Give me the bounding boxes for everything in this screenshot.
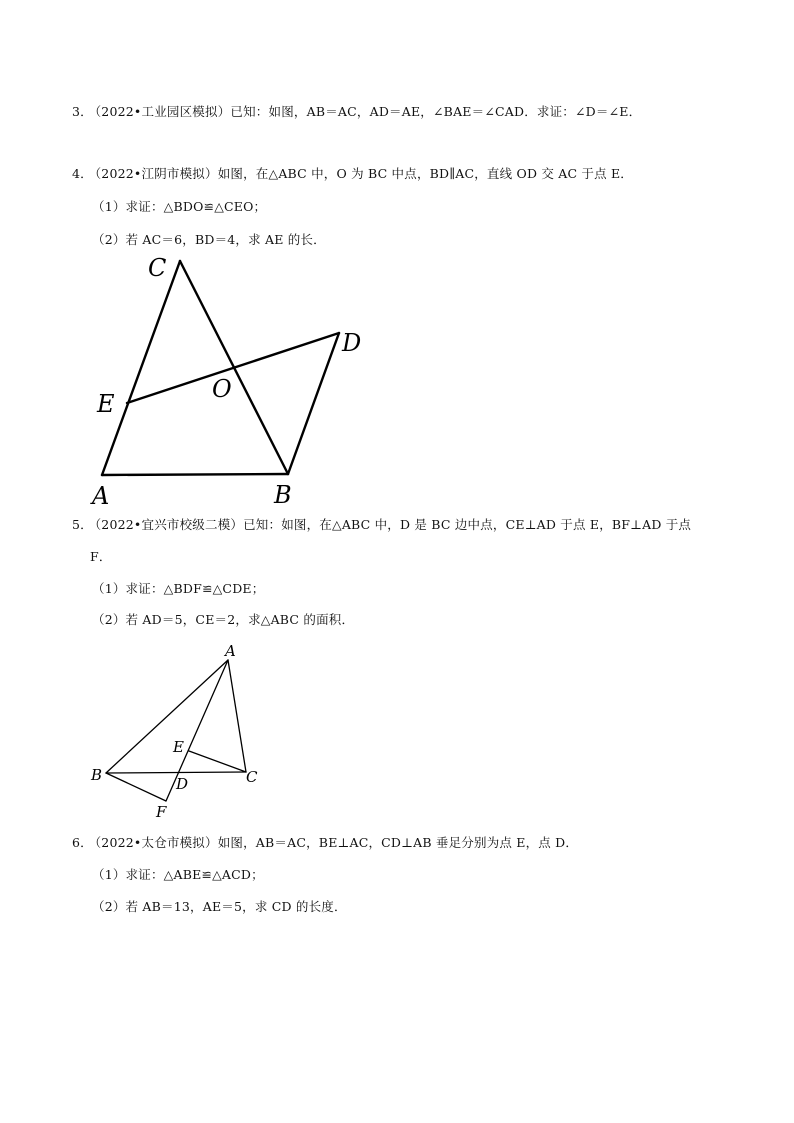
label-b: B bbox=[274, 481, 292, 509]
problem-3-source: （2022•工业园区模拟） bbox=[94, 104, 231, 119]
segment-bc bbox=[106, 772, 246, 773]
label-e: E bbox=[97, 390, 115, 418]
segment-bf bbox=[106, 773, 166, 801]
label-a: A bbox=[92, 482, 110, 510]
label-c: C bbox=[148, 254, 167, 282]
label-a: A bbox=[225, 642, 236, 660]
problem-5-part-2: （2）若 AD＝5，CE＝2，求△ABC 的面积． bbox=[92, 612, 355, 627]
label-c: C bbox=[246, 768, 258, 786]
segment-ab bbox=[106, 660, 228, 773]
segment-ac bbox=[228, 660, 246, 772]
label-e: E bbox=[173, 738, 184, 756]
problem-5-text: 已知：如图，在△ABC 中，D 是 BC 边中点，CE⊥AD 于点 E，BF⊥AD 于点 bbox=[243, 517, 692, 532]
problem-5-number: 5． bbox=[72, 517, 93, 532]
problem-6-part-1: （1）求证：△ABE≌△ACD； bbox=[92, 867, 264, 882]
problem-4-part-1: （1）求证：△BDO≌△CEO； bbox=[92, 199, 267, 214]
problem-3-text: 已知：如图，AB＝AC，AD＝AE，∠BAE＝∠CAD．求证：∠D＝∠E． bbox=[230, 104, 642, 119]
label-d: D bbox=[176, 775, 189, 793]
label-o: O bbox=[212, 375, 232, 403]
problem-4-part-2: （2）若 AC＝6，BD＝4，求 AE 的长． bbox=[92, 232, 326, 247]
problem-6-text: 如图，AB＝AC，BE⊥AC，CD⊥AB 垂足分别为点 E，点 D． bbox=[217, 835, 579, 850]
problem-5-text-cont: F． bbox=[90, 549, 112, 564]
problem-6 bbox=[72, 835, 578, 851]
problem-6-source: （2022•太仓市模拟） bbox=[94, 835, 218, 850]
problem-5-part-1: （1）求证：△BDF≌△CDE； bbox=[92, 581, 265, 596]
problem-4-source: （2022•江阴市模拟） bbox=[94, 166, 218, 181]
segment-ce bbox=[189, 751, 246, 772]
problem-4-number: 4． bbox=[72, 166, 93, 181]
label-d: D bbox=[342, 329, 362, 357]
problem-6-part-2: （2）若 AB＝13，AE＝5，求 CD 的长度． bbox=[92, 899, 347, 914]
problem-3-number: 3． bbox=[72, 104, 93, 119]
problem-5-source: （2022•宜兴市校级二模） bbox=[94, 517, 244, 532]
label-b: B bbox=[91, 766, 103, 784]
problem-6-number: 6． bbox=[72, 835, 93, 850]
problem-4-text: 如图，在△ABC 中，O 为 BC 中点，BD∥AC，直线 OD 交 AC 于点 E． bbox=[217, 166, 633, 181]
label-f: F bbox=[156, 803, 167, 821]
